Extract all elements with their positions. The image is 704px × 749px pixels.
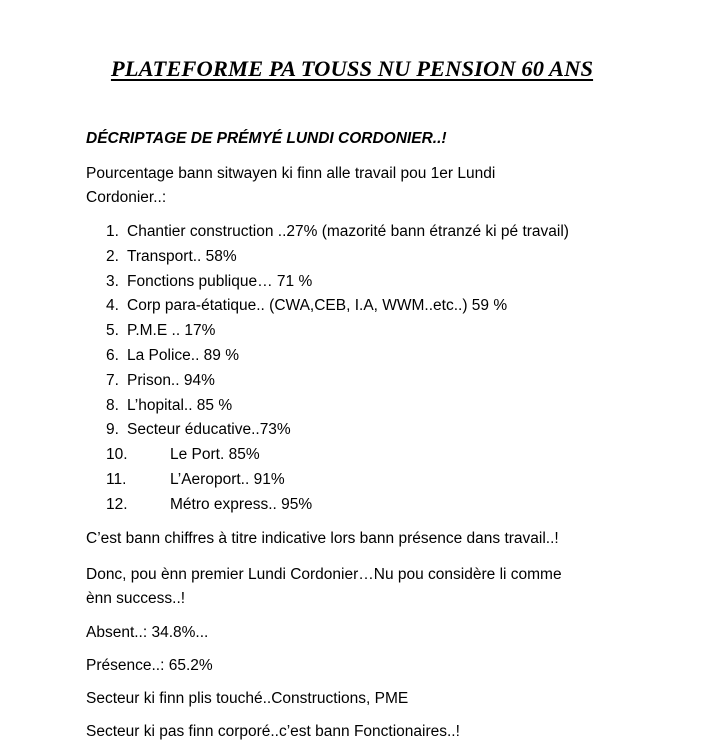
intro-line-2: Cordonier..:	[86, 189, 167, 206]
list-item-text: Transport.. 58%	[127, 247, 237, 265]
paragraph-success-line-1: Donc, pou ènn premier Lundi Cordonier…Nu pou considère li comme	[86, 566, 562, 583]
most-affected-sector: Secteur ki finn plis touché..Constructions, PME	[86, 690, 409, 707]
list-item-text: La Police.. 89 %	[127, 347, 240, 364]
list-item-text: Métro express.. 95%	[170, 495, 313, 513]
list-item-number: 9.	[106, 421, 119, 439]
intro-line-1: Pourcentage bann sitwayen ki finn alle travail pou 1er Lundi	[86, 165, 496, 182]
list-item-text: Chantier construction ..27% (mazorité bann étranzé ki pé travail)	[127, 223, 569, 240]
list-item-text: P.M.E .. 17%	[127, 322, 216, 340]
list-item-text: L’Aeroport.. 91%	[170, 471, 285, 488]
paragraph-success-line-2: ènn success..!	[86, 590, 186, 607]
list-item-text: Corp para-étatique.. (CWA,CEB, I.A, WWM..etc..) 59 %	[127, 297, 508, 315]
list-item-number: 11.	[106, 471, 127, 488]
not-affected-sector: Secteur ki pas finn corporé..c’est bann Fonctionaires..!	[86, 723, 460, 740]
presence-stat: Présence..: 65.2%	[86, 657, 213, 674]
list-item-text: Fonctions publique… 71 %	[127, 272, 313, 290]
list-item-text: Secteur éducative..73%	[127, 421, 291, 439]
list-item-number: 6.	[106, 347, 119, 364]
list-item-number: 3.	[106, 272, 119, 290]
document-title: PLATEFORME PA TOUSS NU PENSION 60 ANS	[110, 56, 594, 81]
section-heading: DÉCRIPTAGE DE PRÉMYÉ LUNDI CORDONIER..!	[86, 130, 447, 147]
list-item-number: 8.	[106, 396, 119, 414]
list-item-text: L’hopital.. 85 %	[127, 396, 233, 414]
list-item-number: 7.	[106, 371, 119, 389]
list-item-text: Prison.. 94%	[127, 371, 215, 389]
list-item-number: 5.	[106, 322, 119, 340]
list-item-number: 12.	[106, 495, 128, 513]
list-item-number: 2.	[106, 247, 119, 265]
list-item-number: 10.	[106, 446, 128, 464]
list-item-text: Le Port. 85%	[170, 446, 260, 464]
list-item-number: 1.	[106, 223, 119, 240]
paragraph-indicative: C’est bann chiffres à titre indicative lors bann présence dans travail..!	[86, 530, 559, 547]
absent-stat: Absent..: 34.8%...	[86, 624, 209, 641]
list-item-number: 4.	[106, 297, 119, 315]
